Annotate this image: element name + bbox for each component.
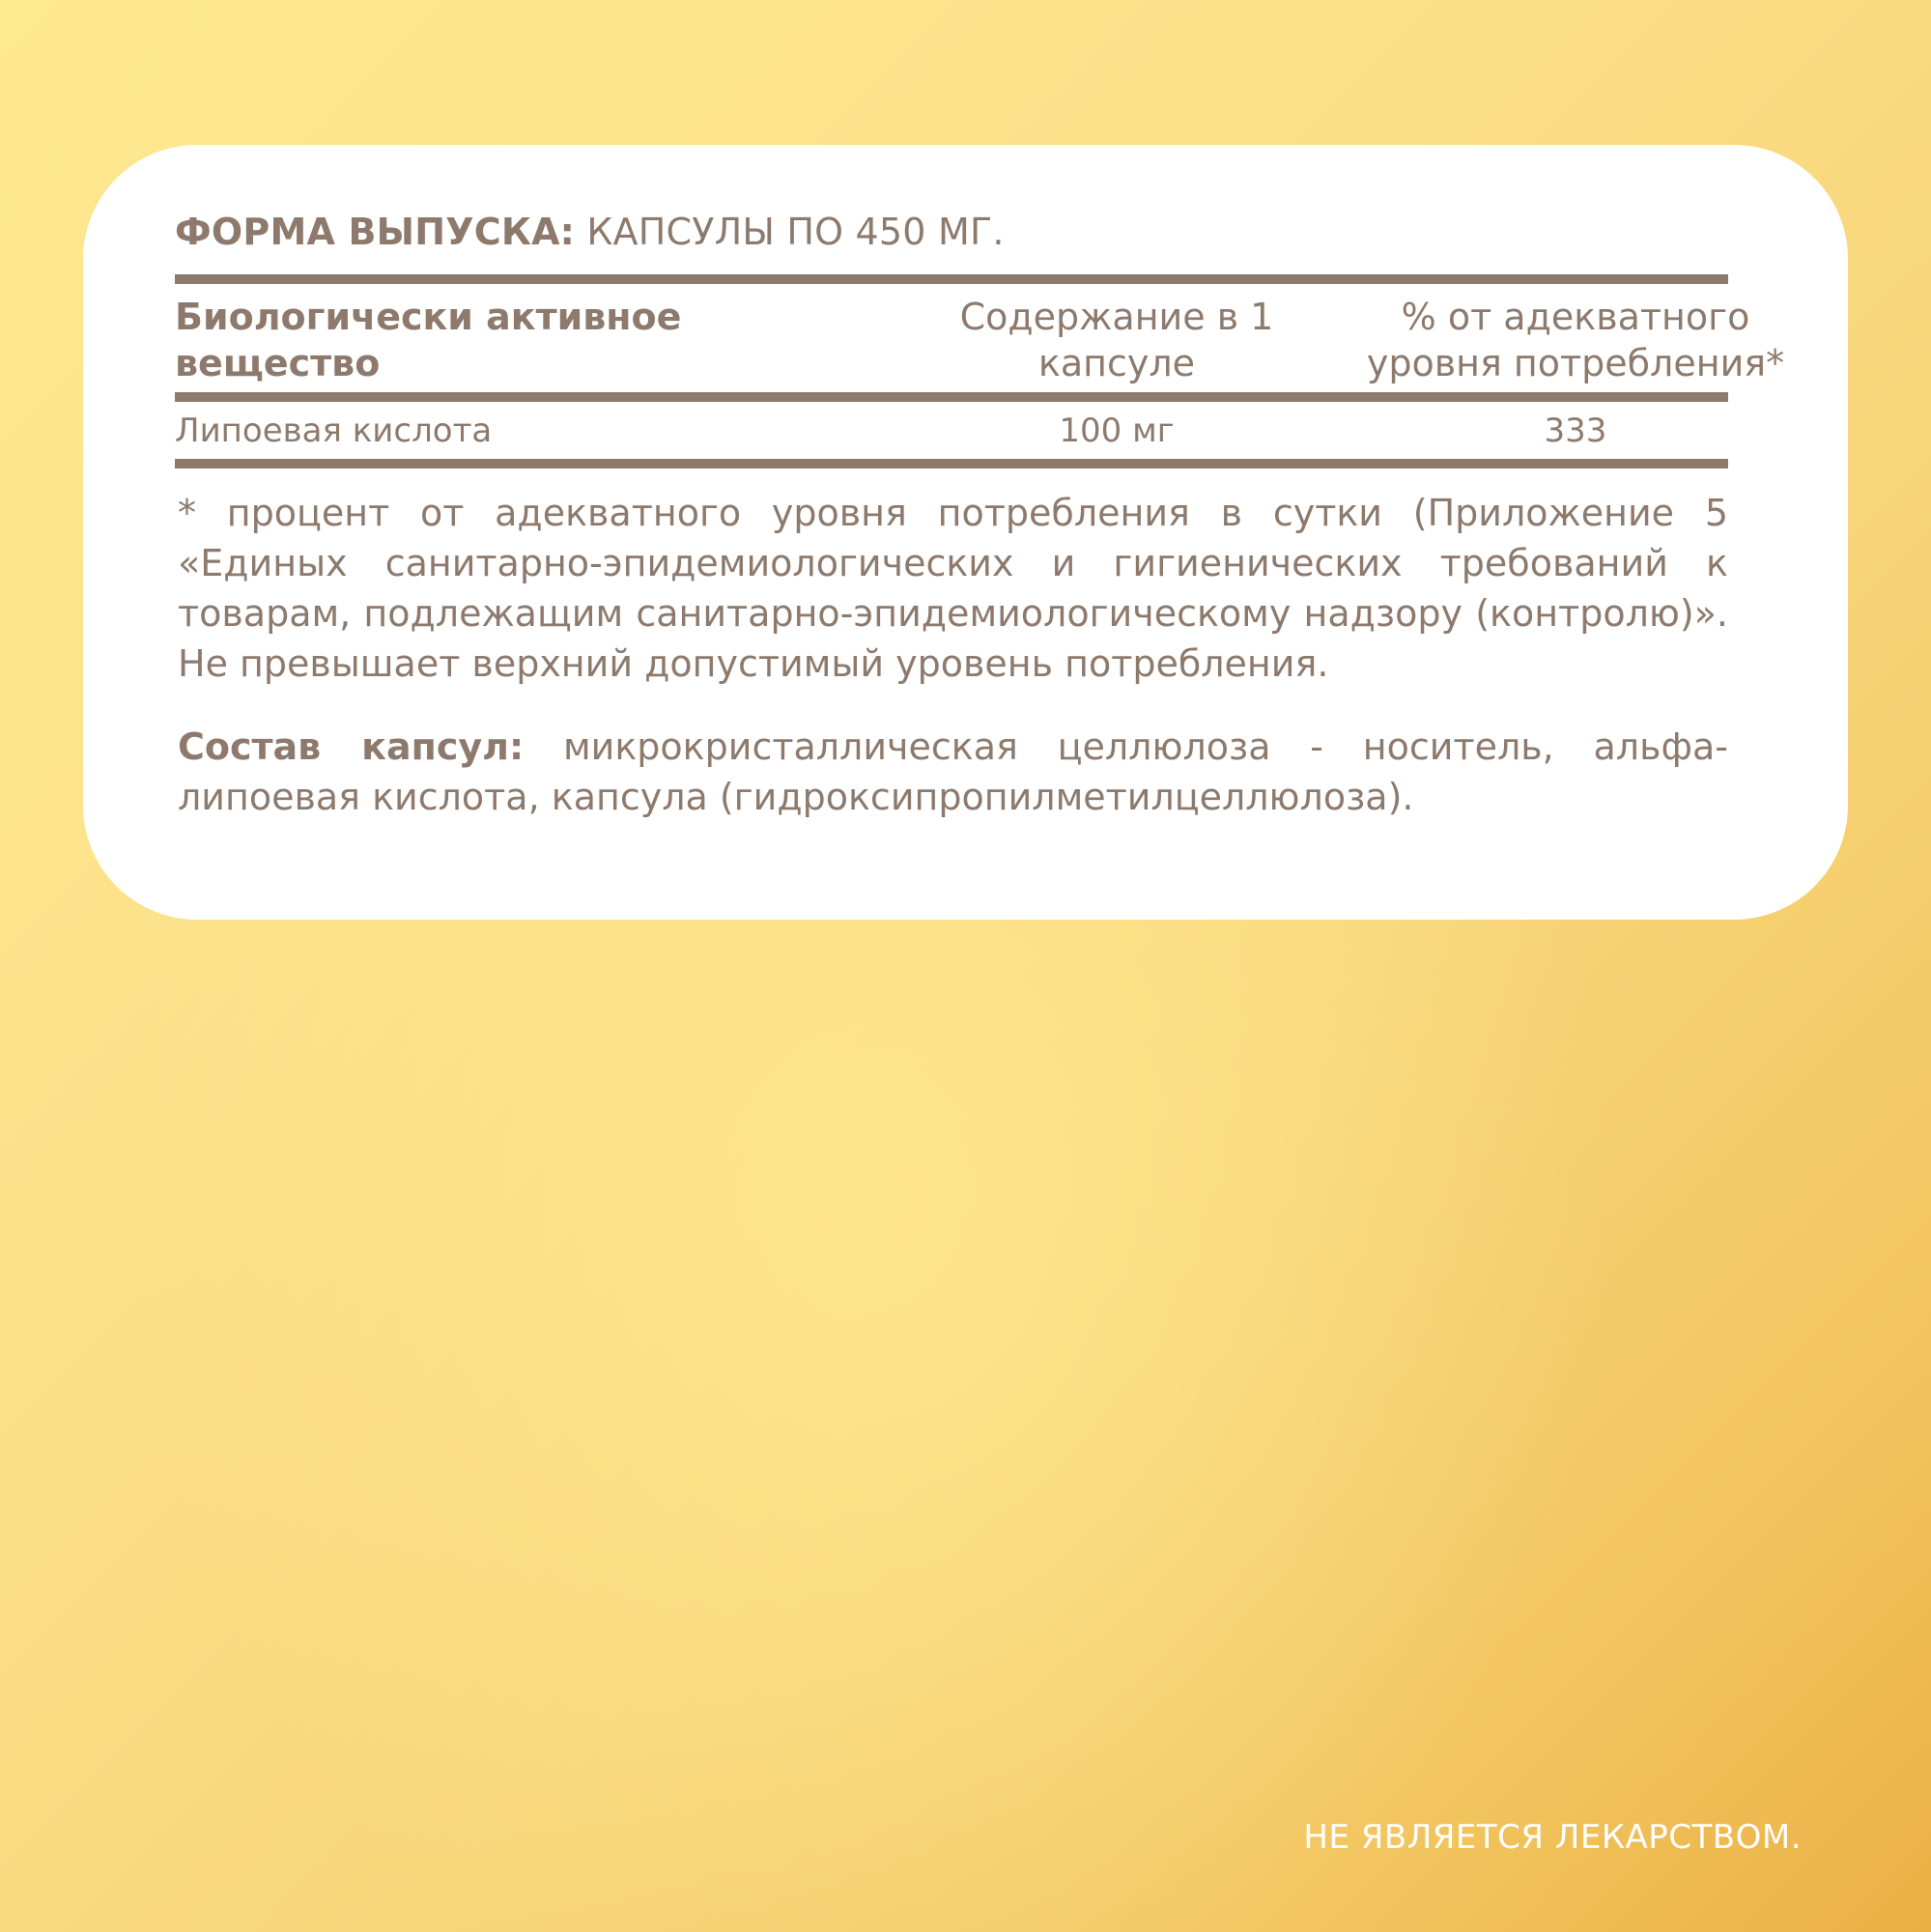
composition (178, 722, 1728, 822)
table-cell-percent: 333 (1544, 412, 1607, 450)
table-top-rule (175, 274, 1728, 284)
release-form (175, 211, 1005, 253)
header-substance: Биологически активное вещество (175, 296, 682, 384)
composition-value: микрокристаллическая целлюлоза - носитель, альфа-липоевая кислота, капсула (гидроксипропилметилцеллюлоза). (178, 725, 1728, 818)
table-header-rule (175, 392, 1728, 402)
footnote: * процент от адекватного уровня потребления в сутки (Приложение 5 «Единых санитарно-эпидемиологических и гигиенических требований к товарам, подлежащим санитарно-эпидемиологическому надзору (контролю)». Не превышает верхний допустимый уровень потребления. (178, 492, 1728, 685)
composition-label: Состав капсул: (178, 725, 525, 768)
header-percent: % от адекватного уровня потребления* (1366, 296, 1785, 384)
header-content: Содержание в 1 капсуле (959, 296, 1274, 384)
release-form-value: КАПСУЛЫ ПО 450 МГ. (586, 211, 1005, 253)
table-bottom-rule (175, 459, 1728, 469)
info-card (83, 145, 1848, 920)
disclaimer: НЕ ЯВЛЯЕТСЯ ЛЕКАРСТВОМ. (1303, 1818, 1802, 1857)
table-cell-content: 100 мг (1059, 412, 1175, 450)
release-form-label: ФОРМА ВЫПУСКА: (175, 211, 576, 253)
table-cell-substance: Липоевая кислота (175, 412, 493, 450)
